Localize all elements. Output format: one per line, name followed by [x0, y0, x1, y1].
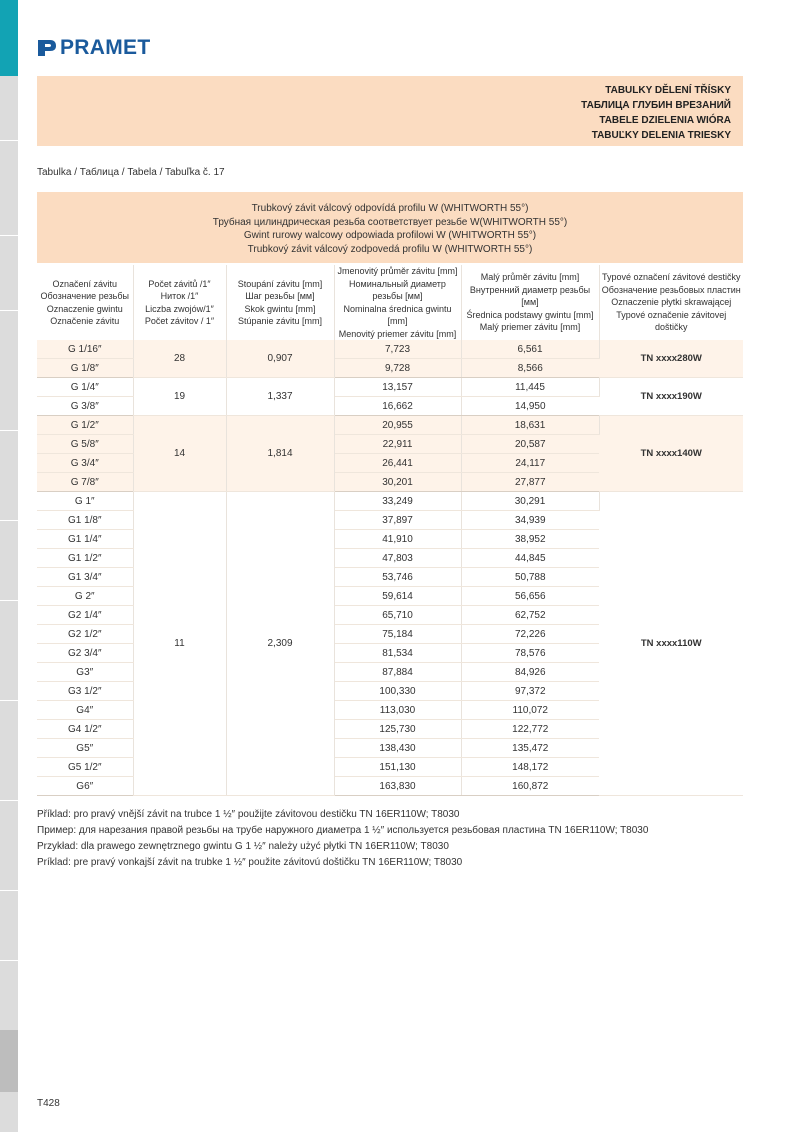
col-header-line: Oznaczenie płytki skrawającej: [611, 297, 732, 308]
cell-minor-diameter: 34,939: [461, 511, 599, 530]
cell-nominal-diameter: 81,534: [334, 644, 461, 663]
title-ru: ТАБЛИЦА ГЛУБИН ВРЕЗАНИЙ: [581, 100, 731, 111]
cell-thread: G1 1/8″: [37, 511, 133, 530]
examples-block: [37, 807, 648, 871]
side-tab-strip: [0, 0, 18, 1132]
side-tab-active: [0, 0, 18, 76]
cell-nominal-diameter: 33,249: [334, 492, 461, 511]
cell-thread: G5 1/2″: [37, 758, 133, 777]
cell-nominal-diameter: 16,662: [334, 397, 461, 416]
col-header-line: Liczba zwojów/1″: [145, 303, 214, 314]
cell-minor-diameter: 97,372: [461, 682, 599, 701]
cell-pitch: 0,907: [226, 340, 334, 378]
table-body: [37, 340, 743, 796]
col-header-line: Ниток /1″: [160, 291, 199, 301]
caption-line: Trubkový závit válcový zodpovedá profilu W (WHITWORTH 55°): [247, 243, 533, 255]
cell-minor-diameter: 78,576: [461, 644, 599, 663]
col-header-line: Внутренний диаметр резьбы [мм]: [469, 284, 591, 308]
col-header-line: Обозначение резьбы: [40, 291, 129, 301]
col-header-line: Počet závitov / 1″: [144, 316, 215, 326]
cell-tpi: 14: [133, 416, 226, 492]
cell-pitch: 1,337: [226, 378, 334, 416]
cell-nominal-diameter: 163,830: [334, 777, 461, 796]
cell-minor-diameter: 20,587: [461, 435, 599, 454]
cell-thread: G1 1/4″: [37, 530, 133, 549]
cell-thread: G 1/16″: [37, 340, 133, 359]
table-caption: [37, 192, 743, 263]
title-pl: TABELE DZIELENIA WIÓRA: [599, 115, 731, 126]
col-header-line: Označení závitu: [52, 278, 118, 289]
cell-insert-designation: TN xxxx110W: [599, 492, 743, 796]
side-tab-divider: [0, 430, 18, 431]
example-line: Príklad: pre pravý vonkajší závit na trubke 1 ½″ použite závitovú doštičku TN 16ER110W; T8030: [37, 857, 463, 868]
col-header-line: Номинальный диаметр: [349, 278, 446, 289]
cell-minor-diameter: 122,772: [461, 720, 599, 739]
cell-nominal-diameter: 9,728: [334, 359, 461, 378]
col-header-line: Oznaczenie gwintu: [46, 303, 123, 314]
cell-thread: G4″: [37, 701, 133, 720]
cell-thread: G 1/2″: [37, 416, 133, 435]
cell-minor-diameter: 50,788: [461, 568, 599, 587]
col-header-line: Počet závitů /1″: [148, 278, 211, 289]
col-header-minor-diameter: [461, 265, 599, 340]
cell-minor-diameter: 110,072: [461, 701, 599, 720]
cell-nominal-diameter: 22,911: [334, 435, 461, 454]
col-header-pitch: [226, 265, 334, 340]
cell-pitch: 2,309: [226, 492, 334, 796]
cell-minor-diameter: 30,291: [461, 492, 599, 511]
side-tab-divider: [0, 520, 18, 521]
side-tab-divider: [0, 960, 18, 961]
cell-minor-diameter: 56,656: [461, 587, 599, 606]
cell-nominal-diameter: 41,910: [334, 530, 461, 549]
caption-line: Trubkový závit válcový odpovídá profilu W (WHITWORTH 55°): [251, 203, 529, 214]
cell-thread: G6″: [37, 777, 133, 796]
cell-nominal-diameter: 87,884: [334, 663, 461, 682]
table-row: [37, 378, 743, 397]
col-header-line: Typové označenie závitovej doštičky: [616, 309, 727, 333]
cell-thread: G3 1/2″: [37, 682, 133, 701]
thread-table: [37, 265, 743, 796]
col-header-line: Шаг резьбы [мм]: [245, 291, 315, 301]
cell-nominal-diameter: 47,803: [334, 549, 461, 568]
cell-minor-diameter: 148,172: [461, 758, 599, 777]
page-number: T428: [37, 1098, 60, 1109]
cell-thread: G 3/8″: [37, 397, 133, 416]
side-tab-divider: [0, 890, 18, 891]
col-header-thread: [37, 265, 133, 340]
col-header-line: Malý průměr závitu [mm]: [480, 272, 580, 283]
title-sk: TABUĽKY DELENIA TRIESKY: [591, 130, 731, 141]
logo-text: PRAMET: [60, 36, 151, 59]
example-line: Příklad: pro pravý vnější závit na trubce 1 ½″ použijte závitovou destičku TN 16ER110W; T8030: [37, 809, 460, 820]
cell-minor-diameter: 38,952: [461, 530, 599, 549]
side-tab-divider: [0, 235, 18, 236]
cell-nominal-diameter: 65,710: [334, 606, 461, 625]
pramet-logo: [37, 38, 150, 58]
col-header-line: Skok gwintu [mm]: [244, 303, 316, 314]
cell-thread: G1 1/2″: [37, 549, 133, 568]
cell-thread: G5″: [37, 739, 133, 758]
cell-tpi: 19: [133, 378, 226, 416]
col-header-line: Menovitý priemer závitu [mm]: [338, 328, 457, 339]
col-header-line: резьбы [мм]: [372, 291, 423, 301]
cell-nominal-diameter: 100,330: [334, 682, 461, 701]
cell-minor-diameter: 24,117: [461, 454, 599, 473]
cell-thread: G 1″: [37, 492, 133, 511]
title-cz: TABULKY DĚLENÍ TŘÍSKY: [605, 85, 731, 96]
col-header-line: Stoupání závitu [mm]: [237, 278, 323, 289]
cell-minor-diameter: 27,877: [461, 473, 599, 492]
cell-minor-diameter: 62,752: [461, 606, 599, 625]
cell-nominal-diameter: 30,201: [334, 473, 461, 492]
col-header-insert-designation: [599, 265, 743, 340]
pramet-logo-icon: [37, 39, 57, 57]
side-tab-divider: [0, 310, 18, 311]
cell-minor-diameter: 18,631: [461, 416, 599, 435]
cell-minor-diameter: 72,226: [461, 625, 599, 644]
page-titles: [581, 83, 731, 143]
side-tab-dark: [0, 1030, 18, 1092]
cell-insert-designation: TN xxxx140W: [599, 416, 743, 492]
header-band: [37, 76, 743, 146]
cell-nominal-diameter: 75,184: [334, 625, 461, 644]
cell-thread: G2 3/4″: [37, 644, 133, 663]
col-header-line: Średnica podstawy gwintu [mm]: [466, 309, 594, 320]
col-header-nominal-diameter: [334, 265, 461, 340]
cell-thread: G2 1/2″: [37, 625, 133, 644]
table-row: [37, 492, 743, 511]
cell-nominal-diameter: 20,955: [334, 416, 461, 435]
cell-minor-diameter: 160,872: [461, 777, 599, 796]
col-header-line: Typové označení závitové destičky: [601, 272, 741, 283]
cell-minor-diameter: 8,566: [461, 359, 599, 378]
cell-minor-diameter: 44,845: [461, 549, 599, 568]
col-header-line: Označenie závitu: [50, 316, 120, 326]
cell-thread: G2 1/4″: [37, 606, 133, 625]
example-line: Przykład: dla prawego zewnętrznego gwintu G 1 ½″ należy użyć płytki TN 16ER110W; T8030: [37, 841, 449, 852]
cell-pitch: 1,814: [226, 416, 334, 492]
cell-minor-diameter: 6,561: [461, 340, 599, 359]
cell-minor-diameter: 84,926: [461, 663, 599, 682]
cell-thread: G 3/4″: [37, 454, 133, 473]
cell-nominal-diameter: 138,430: [334, 739, 461, 758]
cell-nominal-diameter: 59,614: [334, 587, 461, 606]
cell-nominal-diameter: 125,730: [334, 720, 461, 739]
side-tab-divider: [0, 140, 18, 141]
cell-tpi: 11: [133, 492, 226, 796]
cell-thread: G3″: [37, 663, 133, 682]
caption-line: Трубная цилиндрическая резьба соответствует резьбе W(WHITWORTH 55°): [212, 216, 568, 228]
example-line: Пример: для нарезания правой резьбы на трубе наружного диаметра 1 ½″ используется резьбовая пластина TN 16ER110W; T8030: [37, 825, 649, 836]
cell-nominal-diameter: 13,157: [334, 378, 461, 397]
cell-insert-designation: TN xxxx190W: [599, 378, 743, 416]
cell-tpi: 28: [133, 340, 226, 378]
cell-nominal-diameter: 53,746: [334, 568, 461, 587]
cell-minor-diameter: 14,950: [461, 397, 599, 416]
col-header-line: Nominalna średnica gwintu [mm]: [343, 303, 452, 326]
cell-thread: G 1/8″: [37, 359, 133, 378]
table-header-row: [37, 265, 743, 340]
cell-minor-diameter: 135,472: [461, 739, 599, 758]
cell-thread: G4 1/2″: [37, 720, 133, 739]
caption-line: Gwint rurowy walcowy odpowiada profilowi W (WHITWORTH 55°): [243, 230, 537, 241]
table-row: [37, 416, 743, 435]
cell-nominal-diameter: 113,030: [334, 701, 461, 720]
col-header-tpi: [133, 265, 226, 340]
cell-nominal-diameter: 151,130: [334, 758, 461, 777]
cell-minor-diameter: 11,445: [461, 378, 599, 397]
cell-thread: G 7/8″: [37, 473, 133, 492]
cell-thread: G 2″: [37, 587, 133, 606]
side-tab-divider: [0, 600, 18, 601]
table-number-label: Tabulka / Таблица / Tabela / Tabuľka č. 17: [37, 167, 225, 178]
table-row: [37, 340, 743, 359]
cell-nominal-diameter: 7,723: [334, 340, 461, 359]
cell-nominal-diameter: 37,897: [334, 511, 461, 530]
col-header-line: Stúpanie závitu [mm]: [237, 316, 323, 326]
cell-thread: G 5/8″: [37, 435, 133, 454]
cell-insert-designation: TN xxxx280W: [599, 340, 743, 378]
cell-nominal-diameter: 26,441: [334, 454, 461, 473]
side-tab-divider: [0, 700, 18, 701]
cell-thread: G1 3/4″: [37, 568, 133, 587]
cell-thread: G 1/4″: [37, 378, 133, 397]
col-header-line: Jmenovitý průměr závitu [mm]: [337, 266, 458, 276]
col-header-line: Malý priemer závitu [mm]: [479, 322, 581, 333]
side-tab-divider: [0, 800, 18, 801]
col-header-line: Обозначение резьбовых пластин: [601, 284, 741, 295]
